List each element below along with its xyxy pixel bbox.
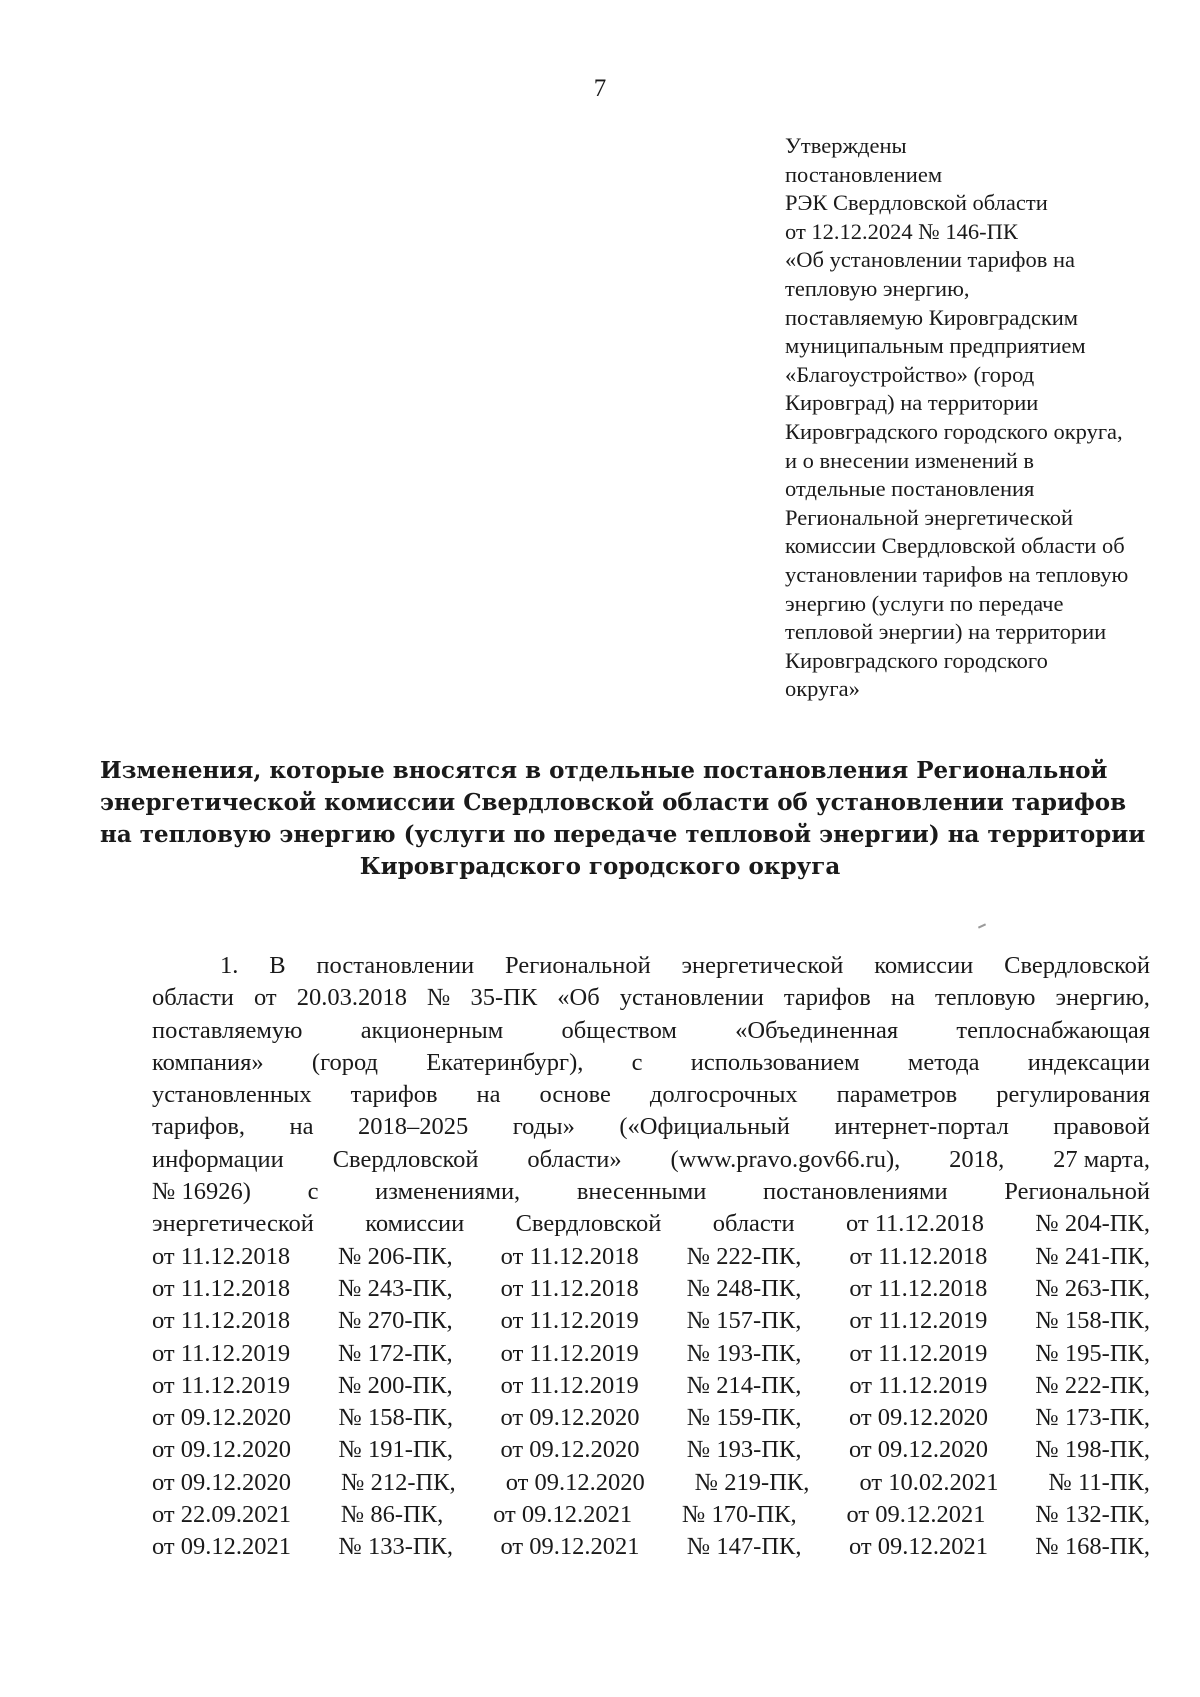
body-word: № 11-ПК, bbox=[1048, 1468, 1150, 1496]
body-line bbox=[152, 1370, 1150, 1402]
body-word: № 170-ПК, bbox=[682, 1501, 797, 1529]
body-word: долгосрочных bbox=[649, 1081, 798, 1109]
body-word: основе bbox=[539, 1081, 611, 1109]
body-word: 1. bbox=[220, 952, 239, 979]
body-word: от 11.12.2018 bbox=[845, 1210, 985, 1238]
body-word: установлении bbox=[619, 984, 764, 1012]
body-word: № 168-ПК, bbox=[1035, 1533, 1150, 1561]
body-line bbox=[152, 1305, 1150, 1337]
body-word: № 263-ПК, bbox=[1035, 1274, 1150, 1302]
body-word: № 241-ПК, bbox=[1035, 1242, 1150, 1270]
body-line bbox=[152, 1241, 1150, 1273]
body-word: с bbox=[631, 1048, 643, 1076]
body-word: (город bbox=[311, 1048, 379, 1076]
body-word: от 11.12.2018 bbox=[500, 1274, 639, 1302]
body-word: Свердловской bbox=[515, 1210, 662, 1238]
body-word: № 270-ПК, bbox=[338, 1307, 453, 1335]
stray-mark bbox=[978, 923, 986, 928]
body-word: энергию, bbox=[1055, 984, 1150, 1012]
body-line bbox=[152, 950, 1150, 982]
body-word: № 172-ПК, bbox=[338, 1339, 453, 1367]
body-word: № 147-ПК, bbox=[686, 1533, 802, 1561]
body-word: метода bbox=[907, 1048, 980, 1076]
body-word: правовой bbox=[1053, 1113, 1150, 1141]
body-word: № 159-ПК, bbox=[686, 1404, 802, 1432]
body-word: от 11.12.2018 bbox=[849, 1242, 988, 1270]
body-word: № 193-ПК, bbox=[686, 1339, 802, 1367]
body-word: № 219-ПК, bbox=[694, 1468, 810, 1496]
body-line bbox=[152, 1047, 1150, 1079]
heading-line: на тепловую энергию (услуги по передаче тепловой энергии) на территории bbox=[100, 821, 1146, 848]
approval-line: отдельные постановления bbox=[785, 476, 1035, 502]
heading-line: энергетической комиссии Свердловской области об установлении тарифов bbox=[100, 789, 1127, 816]
body-word: от 09.12.2020 bbox=[500, 1404, 640, 1432]
body-word: Региональной bbox=[505, 952, 651, 979]
body-word: № 158-ПК, bbox=[338, 1404, 454, 1432]
body-word: Свердловской bbox=[1004, 952, 1150, 979]
document-heading bbox=[100, 755, 1146, 883]
body-word: № 173-ПК, bbox=[1035, 1404, 1150, 1432]
body-word: от 11.12.2019 bbox=[152, 1339, 291, 1367]
body-word: акционерным bbox=[360, 1016, 504, 1044]
body-word: № 191-ПК, bbox=[338, 1436, 454, 1464]
body-word: № 200-ПК, bbox=[338, 1371, 453, 1399]
body-word: от 11.12.2018 bbox=[152, 1242, 291, 1270]
body-word: теплоснабжающая bbox=[956, 1016, 1150, 1044]
body-word: годы» bbox=[512, 1113, 575, 1141]
body-line bbox=[152, 1273, 1150, 1305]
body-word: № 157-ПК, bbox=[686, 1307, 802, 1335]
body-line bbox=[152, 1467, 1150, 1499]
approval-line: РЭК Свердловской области bbox=[785, 190, 1048, 216]
body-word: информации bbox=[152, 1145, 284, 1173]
body-line bbox=[152, 1144, 1150, 1176]
body-word: тарифов, bbox=[152, 1113, 246, 1141]
body-word: поставляемую bbox=[152, 1016, 303, 1044]
body-word: от 09.12.2021 bbox=[152, 1533, 292, 1561]
body-word: № 16926) bbox=[152, 1178, 251, 1206]
body-word: от 09.12.2021 bbox=[846, 1501, 986, 1529]
body-word: постановлениями bbox=[763, 1178, 948, 1206]
body-word: с bbox=[307, 1178, 319, 1206]
body-word: № 243-ПК, bbox=[338, 1274, 453, 1302]
body-word: от 10.02.2021 bbox=[859, 1468, 999, 1496]
body-word: от 09.12.2021 bbox=[500, 1533, 640, 1561]
body-word: № 206-ПК, bbox=[338, 1242, 453, 1270]
body-word: № 193-ПК, bbox=[686, 1436, 802, 1464]
approval-line: «Благоустройство» (город bbox=[785, 361, 1035, 387]
approval-line: Региональной энергетической bbox=[785, 504, 1074, 530]
body-word: области bbox=[152, 984, 234, 1012]
approval-line: округа» bbox=[785, 676, 860, 702]
approval-line: постановлением bbox=[785, 161, 943, 187]
body-word: использованием bbox=[690, 1048, 860, 1076]
body-word: 20.03.2018 bbox=[296, 984, 407, 1012]
approval-line: Кировград) на территории bbox=[785, 390, 1039, 416]
body-word: комиссии bbox=[365, 1210, 465, 1238]
body-word: энергетической bbox=[681, 952, 844, 979]
body-word: изменениями, bbox=[375, 1178, 521, 1206]
body-word: «Объединенная bbox=[735, 1016, 899, 1044]
body-word: Екатеринбург), bbox=[426, 1048, 584, 1076]
heading-line: Кировградского городского округа bbox=[359, 853, 841, 880]
body-word: от 09.12.2020 bbox=[848, 1404, 988, 1432]
body-word: области bbox=[712, 1210, 795, 1238]
body-word: № bbox=[427, 984, 451, 1012]
body-word: регулирования bbox=[996, 1081, 1150, 1109]
body-word: 2018, bbox=[949, 1145, 1005, 1173]
body-word: от 09.12.2020 bbox=[848, 1436, 988, 1464]
body-word: Региональной bbox=[1004, 1178, 1150, 1206]
body-word: от 11.12.2019 bbox=[152, 1371, 291, 1399]
body-line bbox=[152, 1499, 1150, 1531]
body-word: на bbox=[476, 1081, 501, 1109]
body-word: области» bbox=[527, 1145, 622, 1173]
body-word: параметров bbox=[836, 1081, 958, 1109]
body-word: тепловую bbox=[935, 984, 1036, 1012]
body-word: Свердловской bbox=[332, 1145, 479, 1173]
body-word: («Официальный bbox=[619, 1113, 790, 1141]
body-word: индексации bbox=[1027, 1048, 1150, 1076]
body-word: № 132-ПК, bbox=[1035, 1501, 1150, 1529]
body-line bbox=[152, 1176, 1150, 1208]
body-word: № 222-ПК, bbox=[1035, 1371, 1150, 1399]
body-word: № 86-ПК, bbox=[340, 1501, 444, 1529]
approval-line: Кировградского городского округа, bbox=[785, 418, 1123, 444]
body-word: от 09.12.2020 bbox=[152, 1436, 292, 1464]
body-word: от 11.12.2018 bbox=[152, 1274, 291, 1302]
body-word: № 204-ПК, bbox=[1035, 1210, 1150, 1238]
approval-line: тепловую энергию, bbox=[785, 275, 970, 301]
body-word: от 11.12.2018 bbox=[152, 1307, 291, 1335]
body-word: от 11.12.2019 bbox=[500, 1307, 639, 1335]
body-word: тарифов bbox=[783, 984, 871, 1012]
body-word: (www.pravo.gov66.ru), bbox=[670, 1145, 901, 1173]
body-word: на bbox=[289, 1113, 314, 1141]
body-word: от 11.12.2019 bbox=[849, 1371, 988, 1399]
body-word: «Об bbox=[557, 984, 600, 1012]
body-word: от 11.12.2018 bbox=[849, 1274, 988, 1302]
body-word: от 09.12.2021 bbox=[848, 1533, 988, 1561]
approval-line: Утверждены bbox=[785, 133, 907, 158]
body-word: № 195-ПК, bbox=[1035, 1339, 1150, 1367]
body-line bbox=[152, 1434, 1150, 1466]
body-word: от 11.12.2019 bbox=[849, 1307, 988, 1335]
heading-line: Изменения, которые вносятся в отдельные постановления Региональной bbox=[100, 757, 1108, 784]
approval-line: Кировградского городского bbox=[785, 647, 1048, 673]
body-word: комиссии bbox=[874, 952, 974, 979]
approval-line: «Об установлении тарифов на bbox=[785, 247, 1075, 273]
body-word: внесенными bbox=[576, 1178, 707, 1206]
body-word: от 11.12.2019 bbox=[849, 1339, 988, 1367]
approval-line: тепловой энергии) на территории bbox=[785, 619, 1107, 645]
body-word: энергетической bbox=[152, 1210, 314, 1238]
body-line bbox=[152, 1531, 1150, 1563]
approval-line: поставляемую Кировградским bbox=[785, 304, 1079, 330]
body-word: от 11.12.2019 bbox=[500, 1371, 639, 1399]
approval-line: установлении тарифов на тепловую bbox=[785, 561, 1129, 587]
body-line bbox=[152, 1208, 1150, 1240]
body-word: В bbox=[269, 952, 286, 979]
approval-line: энергию (услуги по передаче bbox=[785, 590, 1064, 616]
body-word: № 214-ПК, bbox=[686, 1371, 802, 1399]
body-word: от 11.12.2019 bbox=[500, 1339, 639, 1367]
body-word: № 133-ПК, bbox=[338, 1533, 454, 1561]
body-word: от 22.09.2021 bbox=[152, 1501, 292, 1529]
approval-line: муниципальным предприятием bbox=[785, 333, 1086, 359]
body-word: на bbox=[890, 984, 915, 1012]
body-word: № 248-ПК, bbox=[686, 1274, 802, 1302]
body-word: 27 марта, bbox=[1053, 1145, 1150, 1173]
body-word: от 11.12.2018 bbox=[500, 1242, 639, 1270]
body-word: установленных bbox=[152, 1081, 312, 1109]
body-word: № 158-ПК, bbox=[1035, 1307, 1150, 1335]
body-word: от 09.12.2021 bbox=[493, 1501, 633, 1529]
body-word: интернет-портал bbox=[834, 1113, 1009, 1141]
body-word: 35-ПК bbox=[470, 984, 538, 1012]
page-number: 7 bbox=[593, 75, 607, 102]
body-word: компания» bbox=[152, 1048, 264, 1076]
body-line bbox=[152, 1015, 1150, 1047]
body-line bbox=[152, 1338, 1150, 1370]
body-word: от bbox=[253, 984, 277, 1012]
body-word: от 09.12.2020 bbox=[500, 1436, 640, 1464]
approval-line: от 12.12.2024 № 146-ПК bbox=[785, 218, 1018, 244]
approval-line: комиссии Свердловской области об bbox=[785, 533, 1125, 559]
body-word: обществом bbox=[561, 1016, 677, 1044]
body-line bbox=[152, 1079, 1150, 1111]
body-paragraph bbox=[152, 950, 1150, 1564]
body-line bbox=[152, 982, 1150, 1014]
body-line bbox=[152, 1402, 1150, 1434]
body-word: тарифов bbox=[350, 1081, 438, 1109]
body-word: № 222-ПК, bbox=[686, 1242, 802, 1270]
body-word: 2018–2025 bbox=[358, 1113, 469, 1141]
body-line bbox=[152, 1111, 1150, 1143]
body-word: постановлении bbox=[316, 952, 475, 979]
approval-line: и о внесении изменений в bbox=[785, 447, 1034, 473]
body-word: № 212-ПК, bbox=[341, 1468, 456, 1496]
body-word: № 198-ПК, bbox=[1035, 1436, 1150, 1464]
body-word: от 09.12.2020 bbox=[152, 1404, 292, 1432]
approval-block bbox=[785, 132, 1185, 704]
body-word: от 09.12.2020 bbox=[152, 1468, 292, 1496]
body-word: от 09.12.2020 bbox=[505, 1468, 645, 1496]
